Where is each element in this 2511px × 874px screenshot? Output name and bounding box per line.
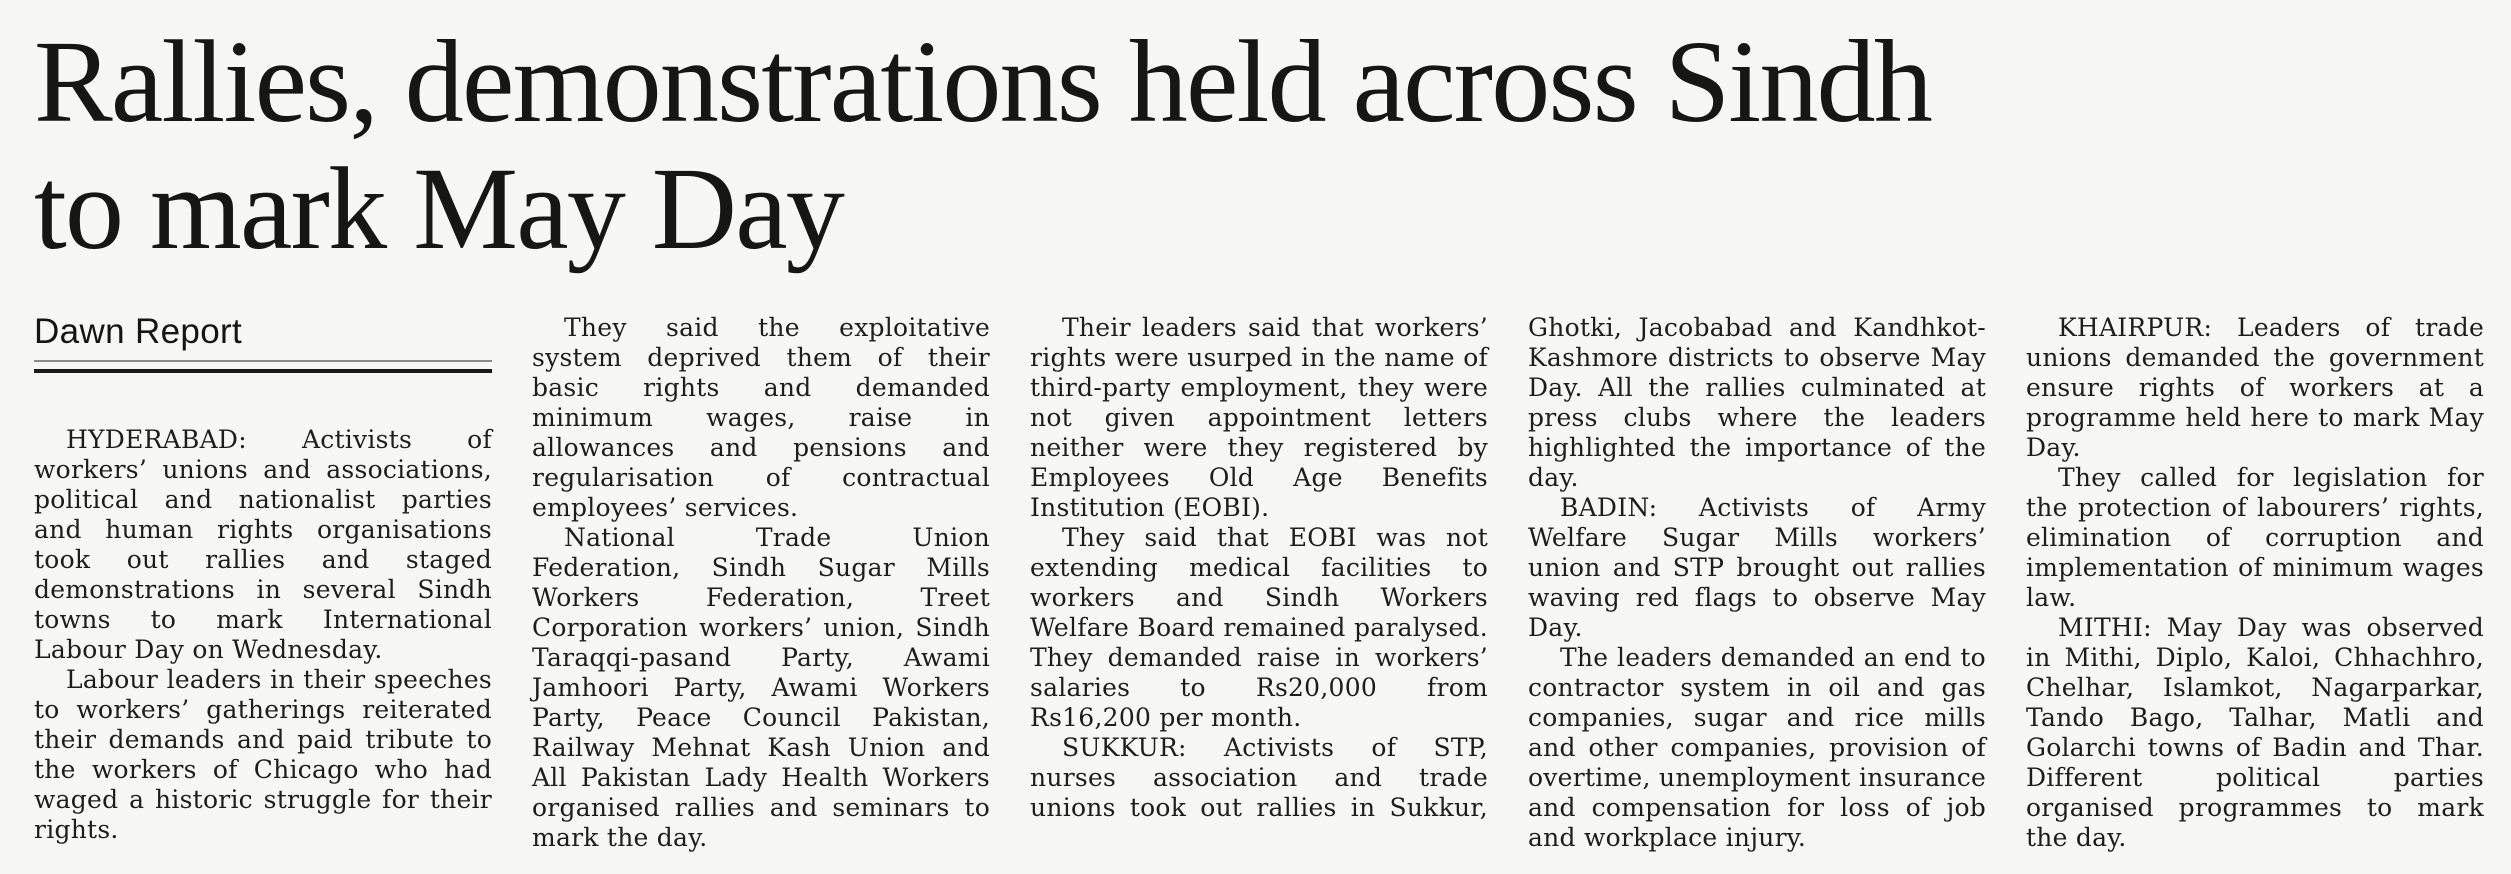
- article-paragraph: Their leaders said that workers’ rights were usurped in the name of third-party employment, they were not given appointment letters neither were they registered by Employees Old Age Benefits Institution (EOBI).: [1030, 312, 1488, 522]
- byline: Dawn Report: [34, 311, 243, 351]
- article-paragraph: National Trade Union Federation, Sindh Sugar Mills Workers Federation, Treet Corporation workers’ union, Sindh Taraqqi-pasand Party, Awami Jamhoori Party, Awami Workers Party, Peace Council Pakistan, Railway Mehnat Kash Union and All Pakistan Lady Health Workers organised rallies and seminars to mark the day.: [532, 522, 990, 852]
- article-column-4: [1528, 313, 1986, 853]
- article-column-5: [2026, 313, 2484, 853]
- article-column-1: [34, 313, 492, 845]
- article-paragraph: HYDERABAD: Activists of workers’ unions and associations, political and nationalist parties and human rights organisations took out rallies and staged demonstrations in several Sindh towns to mark International Labour Day on Wednesday.: [34, 424, 492, 664]
- headline: [34, 18, 2481, 273]
- article-paragraph: SUKKUR: Activists of STP, nurses association and trade unions took out rallies in Sukkur,: [1030, 732, 1488, 822]
- article-column-2: [532, 313, 990, 853]
- headline-line-2: to mark May Day: [34, 143, 844, 275]
- article-paragraph: The leaders demanded an end to contractor system in oil and gas companies, sugar and rice mills and other companies, provision of overtime, unemployment insurance and compensation for loss of job and workplace injury.: [1528, 642, 1986, 852]
- article-paragraph: They called for legislation for the protection of labourers’ rights, elimination of corruption and implementation of minimum wages law.: [2026, 462, 2484, 612]
- byline-block: [34, 313, 492, 373]
- article-paragraph: Ghotki, Jacobabad and Kandhkot-Kashmore districts to observe May Day. All the rallies culminated at press clubs where the leaders highlighted the importance of the day.: [1528, 312, 1986, 492]
- article-paragraph: They said that EOBI was not extending medical facilities to workers and Sindh Workers Welfare Board remained paralysed. They demanded raise in workers’ salaries to Rs20,000 from Rs16,200 per month.: [1030, 522, 1488, 732]
- article-paragraph: They said the exploitative system deprived them of their basic rights and demanded minimum wages, raise in allowances and pensions and regularisation of contractual employees’ services.: [532, 312, 990, 522]
- article-column-3: [1030, 313, 1488, 823]
- byline-rule: [34, 360, 492, 373]
- article-paragraph: MITHI: May Day was observed in Mithi, Diplo, Kaloi, Chhachhro, Chelhar, Islamkot, Nagarparkar, Tando Bago, Talhar, Matli and Golarchi towns of Badin and Thar. Different political parties organised programmes to mark the day.: [2026, 612, 2484, 852]
- article-paragraph: Labour leaders in their speeches to workers’ gatherings reiterated their demands and paid tribute to the workers of Chicago who had waged a historic struggle for their rights.: [34, 664, 492, 844]
- article-body: [0, 313, 2511, 853]
- headline-line-1: Rallies, demonstrations held across Sindh: [34, 16, 1932, 147]
- article-paragraph: BADIN: Activists of Army Welfare Sugar Mills workers’ union and STP brought out rallies waving red flags to observe May Day.: [1528, 492, 1986, 642]
- article-paragraph: KHAIRPUR: Leaders of trade unions demanded the government ensure rights of workers at a programme held here to mark May Day.: [2026, 312, 2484, 462]
